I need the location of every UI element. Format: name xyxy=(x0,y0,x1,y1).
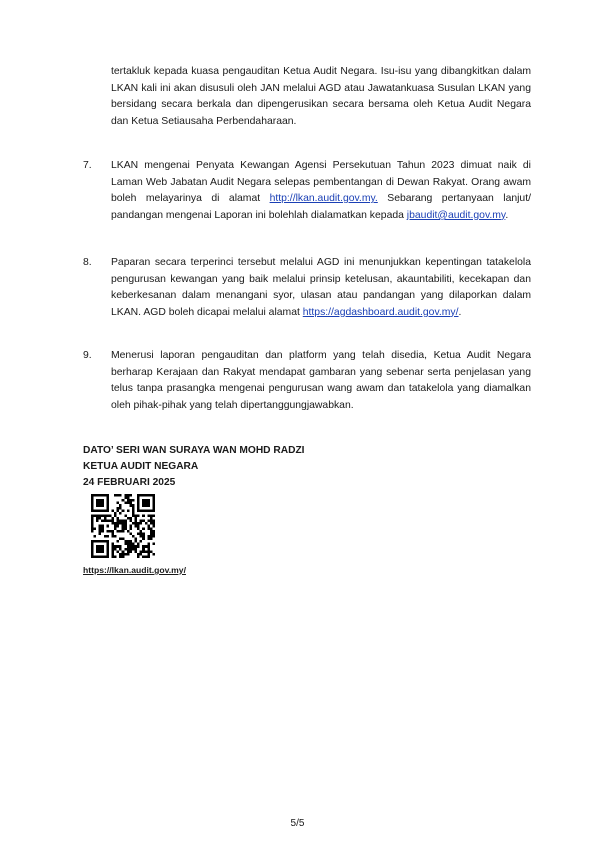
paragraph-8-text-1: Paparan secara terperinci tersebut melalui AGD ini menunjukkan kepentingan tatakelola pengurusan kewangan yang baik melalui prinsip ketelusan, akauntabiliti, kecekapan dan keberkesanan dalam menangani syor, ulasan atau pandangan yang dilaporkan dalam LKAN. AGD boleh dicapai melalui alamat xyxy=(111,257,531,318)
paragraph-9-text: Menerusi laporan pengauditan dan platform yang telah disedia, Ketua Audit Negara berharap Kerajaan dan Rakyat mendapat gambaran yang sebenar serta penjelasan yang telus tanpa prasangka mengenai pengurusan wang awam dan tatakelola yang diamalkan oleh pihak-pihak yang telah dipertanggungjawabkan. xyxy=(111,350,531,411)
qr-code-link[interactable]: https://lkan.audit.gov.my/ xyxy=(83,565,186,575)
paragraph-continuation xyxy=(111,64,531,130)
paragraph-9-number: 9. xyxy=(83,350,92,361)
agd-dashboard-link[interactable]: https://agdashboard.audit.gov.my/ xyxy=(302,306,459,318)
qr-code-icon[interactable] xyxy=(91,494,155,558)
paragraph-8-number: 8. xyxy=(83,257,92,268)
paragraph-8-text-2: . xyxy=(458,306,462,318)
paragraph-7-text-1: LKAN mengenai Penyata Kewangan Agensi Persekutuan Tahun 2023 dimuat naik di Laman Web Jabatan Audit Negara selepas pembentangan di Dewan Rakyat. Orang awam boleh melayarinya di alamat xyxy=(111,160,531,205)
signature-date: 24 FEBRUARI 2025 xyxy=(83,477,176,488)
signatory-title: KETUA AUDIT NEGARA xyxy=(83,461,199,472)
signatory-name: DATO’ SERI WAN SURAYA WAN MOHD RADZI xyxy=(83,445,305,456)
paragraph-8 xyxy=(111,255,531,321)
paragraph-7-number: 7. xyxy=(83,160,92,171)
paragraph-7-text-3: . xyxy=(505,209,509,221)
lkan-website-link[interactable]: http://lkan.audit.gov.my. xyxy=(269,193,378,205)
paragraph-7-text-2: Sebarang pertanyaan lanjut/ pandangan mengenai Laporan ini bolehlah dialamatkan kepada xyxy=(111,193,531,221)
paragraph-7 xyxy=(111,158,531,224)
paragraph-continuation-text: tertakluk kepada kuasa pengauditan Ketua Audit Negara. Isu-isu yang dibangkitkan dalam LKAN kali ini akan disusuli oleh JAN melalui AGD atau Jawatankuasa Susulan LKAN yang bersidang secara berkala dan dipengerusikan secara bersama oleh Ketua Audit Negara dan Ketua Setiausaha Perbendaharaan. xyxy=(111,66,531,127)
paragraph-9 xyxy=(111,348,531,414)
email-link[interactable]: jbaudit@audit.gov.my xyxy=(406,209,506,221)
page-number: 5/5 xyxy=(290,818,305,829)
